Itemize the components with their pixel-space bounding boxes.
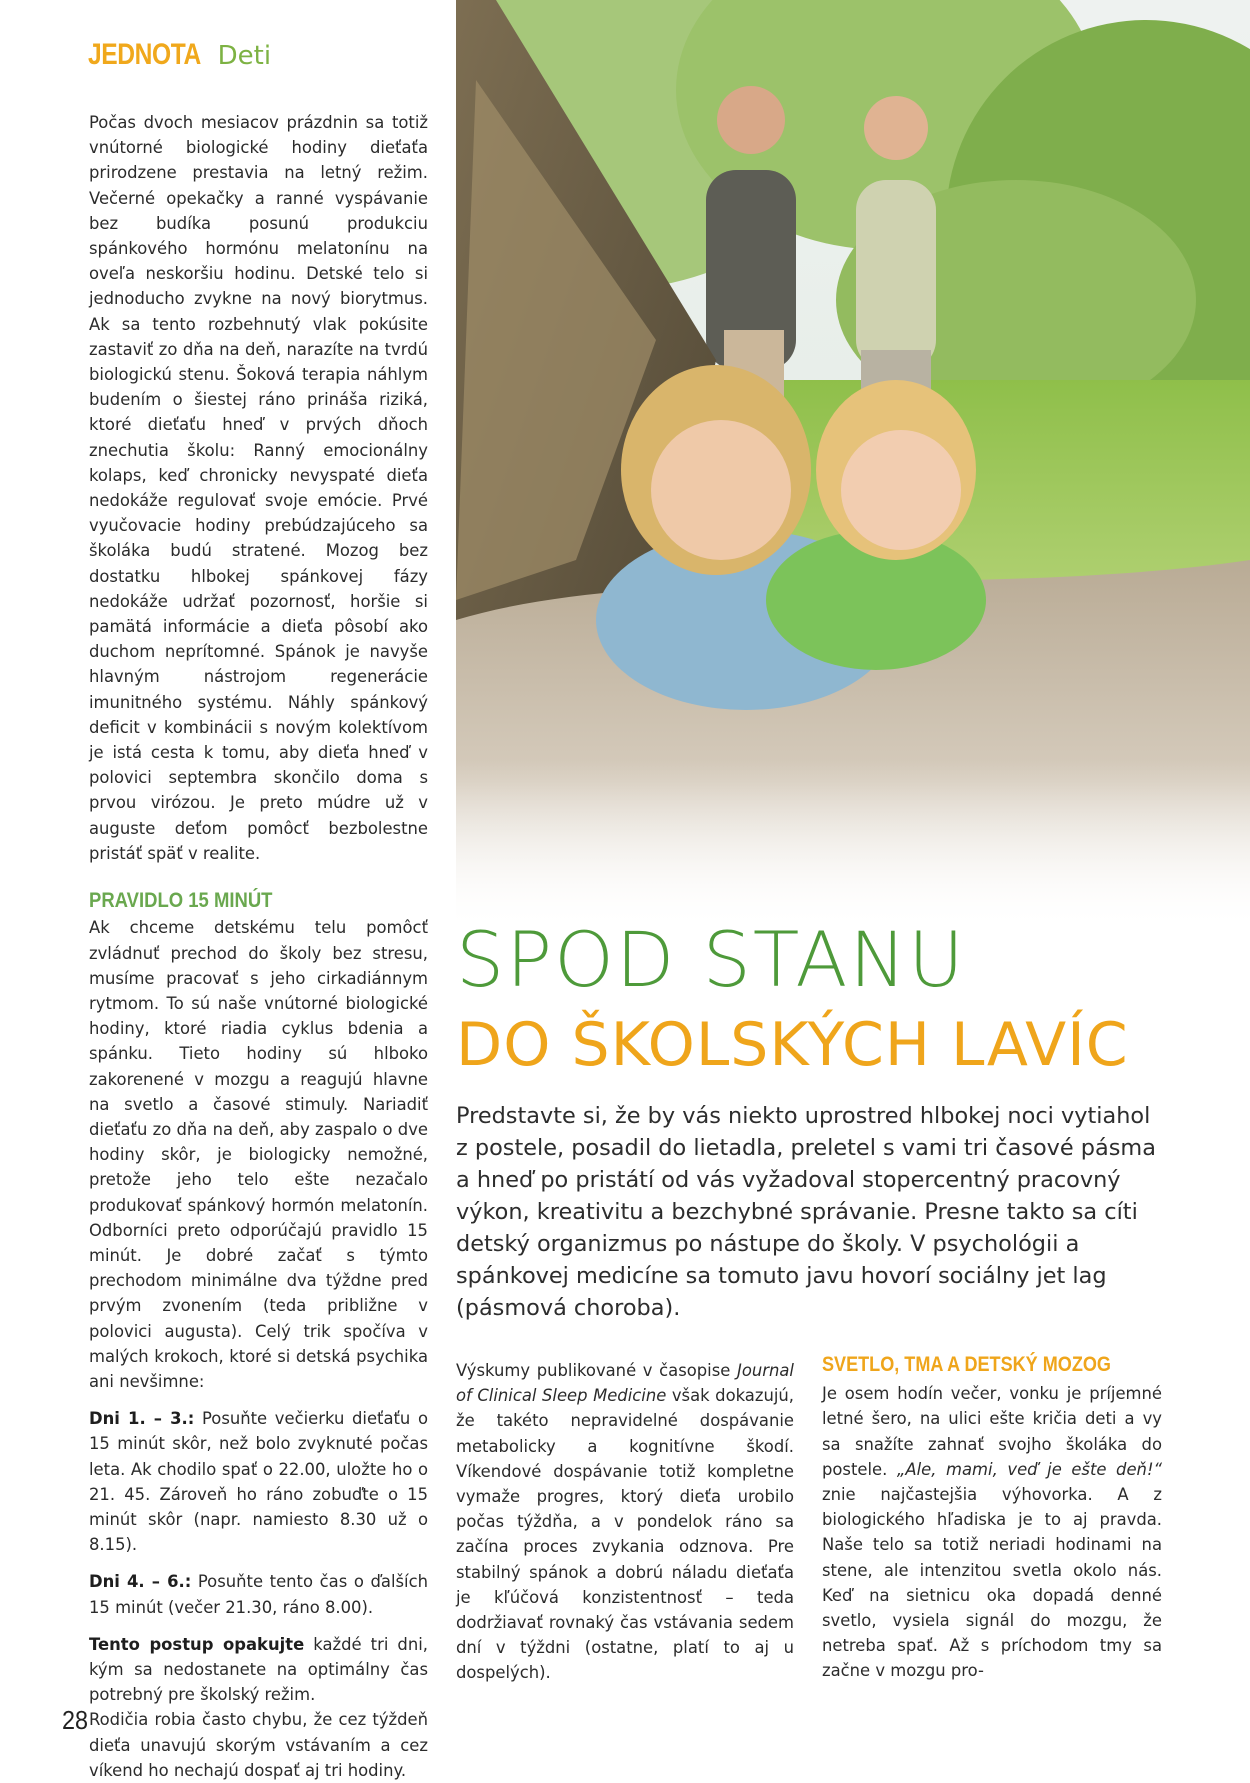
title-line-1: SPOD STANU xyxy=(456,915,966,1004)
mid-text-b: však dokazujú, že takéto nepravidelné dospávanie metabolicky a kognitívne škodí. Víkendové dospávanie totiž kompletne vymaže progres, ktorý dieťa urobilo počas týždňa, a v pondelok ráno sa začína proces zvykania odznova. Pre stabilný spánok a dobrú náladu dieťaťa je kľúčová konzistentnosť – teda dodržiavať rovnaký čas vstávania sedem dní v týždni (ostatne, platí to aj u dospelých). xyxy=(456,1386,794,1683)
brand-header xyxy=(88,38,271,72)
right-text-a: Je osem hodín večer, vonku je príjemné letné šero, na ulici ešte kričia deti a vy sa snažíte zahnať svojho školáka do postele. xyxy=(822,1384,1162,1479)
repeat-label: Tento postup opakujte xyxy=(89,1634,305,1654)
parents-paragraph: Rodičia robia často chybu, že cez týždeň dieťa unavujú skorým vstávaním a cez víkend ho nechajú dospať aj tri hodiny. xyxy=(89,1710,428,1780)
day4-paragraph xyxy=(89,1569,428,1619)
day1-text: Posuňte večierku dieťaťu o 15 minút skôr, než bolo zvyknuté počas leta. Ak chodilo spať o 22.00, uložte ho o 21. 45. Zároveň ho ráno zobuďte o 15 minút skôr (napr. namiesto 8.30 už o 8.15). xyxy=(89,1409,428,1555)
intro-paragraph: Počas dvoch mesiacov prázdnin sa totiž vnútorné biologické hodiny dieťaťa prirodzene prestavia na letný režim. Večerné opekačky a ranné vyspávanie bez budíka posunú produkciu spánkového hormónu melatonínu na oveľa neskoršiu hodinu. Detské telo si jednoducho zvykne na nový biorytmus. Ak sa tento rozbehnutý vlak pokúsite zastaviť zo dňa na deň, narazíte na tvrdú biologickú stenu. Šoková terapia náhlym budením o šiestej ráno prináša riziká, ktoré dieťaťu hneď v prvých dňoch znechutia školu: Ranný emocionálny kolaps, keď chronicky nevyspaté dieťa nedokáže regulovať svoje emócie. Prvé vyučovacie hodiny prebúdzajúceho sa školáka budú stratené. Mozog bez dostatku hlbokej spánkovej fázy nedokáže udržať pozornosť, horšie si pamätá informácie a dieťa pôsobí ako duchom neprítomné. Spánok je navyše hlavným nástrojom regenerácie imunitného systému. Náhly spánkový deficit v kombinácii s novým kolektívom je istá cesta k tomu, aby dieťa hneď v polovici septembra skončilo doma s prvou virózou. Je preto múdre už v auguste deťom pomôcť bezbolestne pristáť späť v realite. xyxy=(89,113,428,863)
left-column xyxy=(89,110,428,1783)
day1-paragraph xyxy=(89,1406,428,1557)
middle-column xyxy=(456,1358,794,1686)
right-paragraph xyxy=(822,1381,1162,1683)
right-heading: SVETLO, TMA A DETSKÝ MOZOG xyxy=(822,1353,1111,1376)
journal-name: Journal of Clinical Sleep Medicine xyxy=(456,1361,794,1406)
brand-logo: JEDNOTA xyxy=(88,38,201,71)
hero-photo xyxy=(456,0,1250,930)
page-number: 28 xyxy=(62,1705,89,1735)
day1-label: Dni 1. – 3.: xyxy=(89,1409,195,1429)
family-tent-illustration xyxy=(456,0,1250,930)
title-line-2: DO ŠKOLSKÝCH LAVÍC xyxy=(456,1010,1129,1080)
day4-text: Posuňte tento čas o ďalších 15 minút (večer 21.30, ráno 8.00). xyxy=(89,1572,428,1617)
middle-paragraph xyxy=(456,1358,794,1686)
rule-heading: PRAVIDLO 15 MINÚT xyxy=(89,889,273,913)
repeat-paragraph xyxy=(89,1632,428,1708)
mid-text-a: Výskumy publikované v časopise xyxy=(456,1361,738,1380)
rule-paragraph: Ak chceme detskému telu pomôcť zvládnuť prechod do školy bez stresu, musíme pracovať s jeho cirkadiánnym rytmom. To sú naše vnútorné biologické hodiny, ktoré riadia cyklus bdenia a spánku. Tieto hodiny sú hlboko zakorenené v mozgu a reagujú hlavne na svetlo a časové stimuly. Nariadiť dieťaťu zo dňa na deň, aby zaspalo o dve hodiny skôr, je biologicky nemožné, pretože jeho telo ešte nezačalo produkovať spánkový hormón melatonín. Odborníci preto odporúčajú pravidlo 15 minút. Je dobré začať s týmto prechodom minimálne dva týždne pred prvým zvonením (teda približne v polovici augusta). Celý trik spočíva v malých krokoch, ktoré si detská psychika ani nevšimne: xyxy=(89,918,428,1391)
right-column xyxy=(822,1352,1162,1684)
lead-paragraph: Predstavte si, že by vás niekto uprostred hlbokej noci vytiahol z postele, posadil do lietadla, preletel s vami tri časové pásma a hneď po pristátí od vás vyžadoval stopercentný pracovný výkon, kreativitu a bezchybné správanie. Presne takto sa cíti detský organizmus po nástupe do školy. V psychológii a spánkovej medicíne sa tomuto javu hovorí sociálny jet lag (pásmová choroba). xyxy=(456,1103,1156,1321)
right-quote: „Ale, mami, veď je ešte deň!“ xyxy=(896,1459,1163,1479)
repeat-text: každé tri dni, kým sa nedostanete na optimálny čas potrebný pre školský režim. xyxy=(89,1634,428,1705)
right-text-b: znie najčastejšia výhovorka. A z biologického hľadiska je to aj pravda. Naše telo sa totiž neriadi hodinami na stene, ale intenzitou svetla okolo nás. Keď na sietnicu oka dopadá denné svetlo, vysiela signál do mozgu, že netreba spať. Až s príchodom tmy sa začne v mozgu pro- xyxy=(822,1485,1162,1681)
day4-label: Dni 4. – 6.: xyxy=(89,1572,192,1592)
section-name: Deti xyxy=(217,41,272,71)
